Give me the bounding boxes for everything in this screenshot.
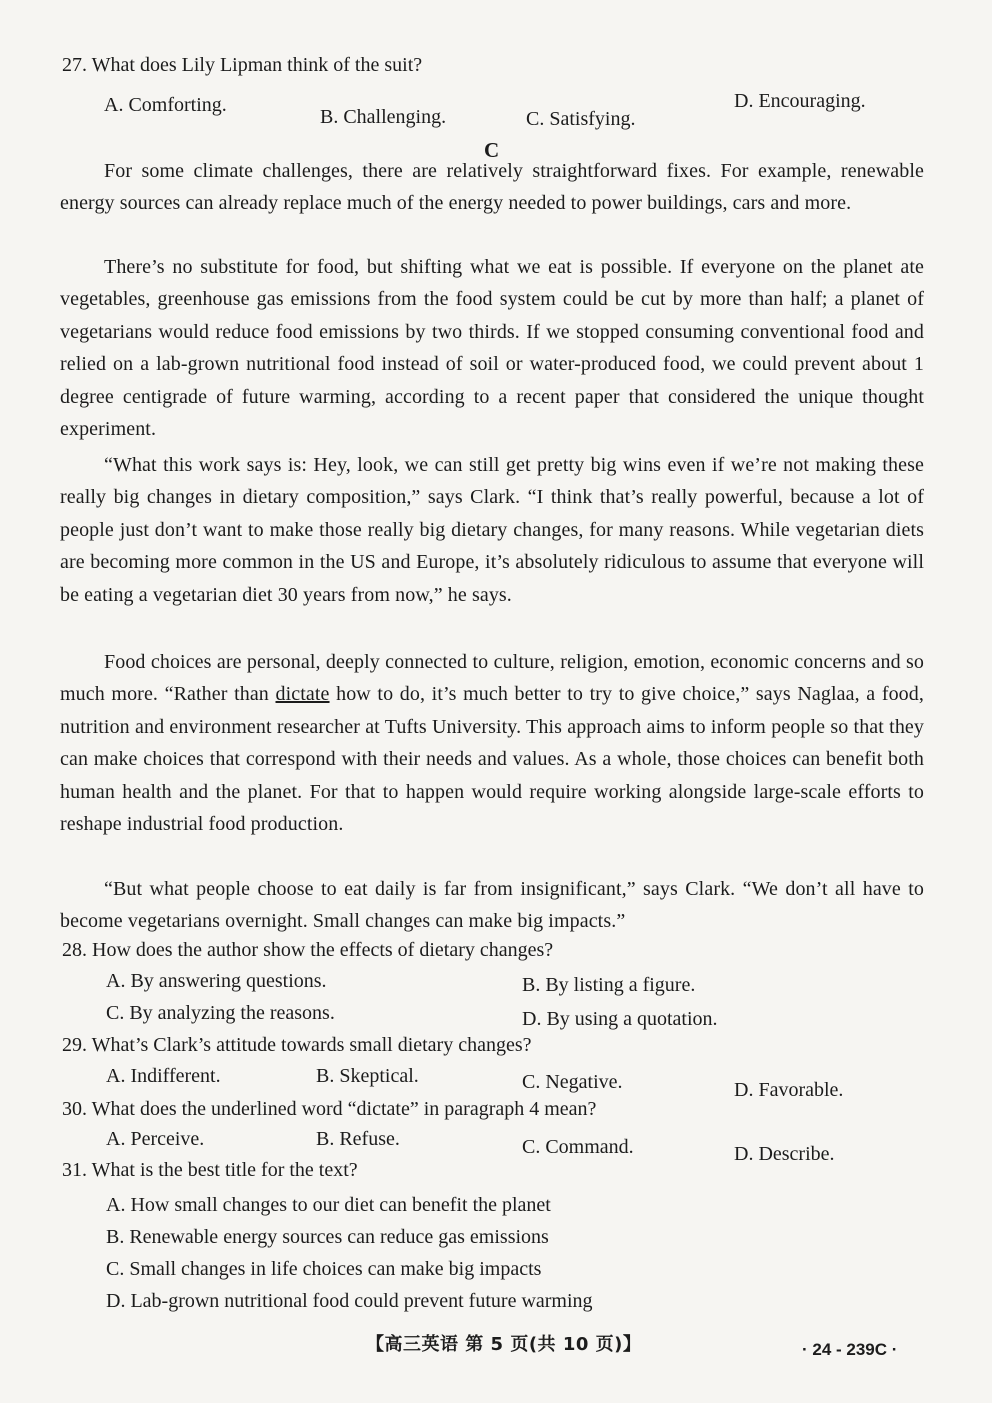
question-30-option-d: D. Describe.: [734, 1143, 835, 1165]
question-31-option-c: C. Small changes in life choices can make big impacts: [106, 1258, 542, 1280]
question-27-option-a: A. Comforting.: [104, 94, 227, 116]
question-30-stem: 30. What does the underlined word “dictate” in paragraph 4 mean?: [62, 1098, 597, 1120]
question-29-option-a: A. Indifferent.: [106, 1065, 221, 1087]
question-29-option-b: B. Skeptical.: [316, 1065, 419, 1087]
underlined-word-dictate: dictate: [275, 683, 330, 706]
passage-paragraph-1: For some climate challenges, there are relatively straightforward fixes. For example, renewable energy sources can already replace much of the energy needed to power buildings, cars and more.: [60, 160, 924, 215]
question-27-option-b: B. Challenging.: [320, 106, 447, 128]
passage-paragraph-2: There’s no substitute for food, but shifting what we eat is possible. If everyone on the planet ate vegetables, greenhouse gas emissions from the food system could be cut by more than half; a planet of vegetarians would reduce food emissions by two thirds. If we stopped consuming conventional food and relied on a lab-grown nutritional food instead of soil or water-produced food, we could prevent about 1 degree centigrade of future warming, according to a recent paper that considered the unique thought experiment.: [60, 256, 924, 441]
paragraph-4-text-start: Food choices are personal, deeply connected to culture, religion, emotion, economic concerns and so much more. “Rather than: [60, 651, 924, 706]
question-30-option-b: B. Refuse.: [316, 1128, 400, 1150]
passage-paragraph-4: [60, 646, 924, 840]
paper-code: · 24 - 239C ·: [802, 1340, 898, 1359]
question-31-option-a: A. How small changes to our diet can benefit the planet: [106, 1194, 551, 1216]
passage-paragraph-5: “But what people choose to eat daily is far from insignificant,” says Clark. “We don’t all have to become vegetarians overnight. Small changes can make big impacts.”: [60, 878, 924, 933]
question-28-option-c: C. By analyzing the reasons.: [106, 1002, 335, 1024]
question-28-option-b: B. By listing a figure.: [522, 974, 696, 996]
page-footer-label: 【高三英语 第 5 页(共 10 页)】: [366, 1334, 642, 1355]
question-31-option-d: D. Lab-grown nutritional food could prevent future warming: [106, 1290, 593, 1312]
question-31-stem: 31. What is the best title for the text?: [62, 1159, 358, 1181]
question-28-stem: 28. How does the author show the effects of dietary changes?: [62, 939, 554, 961]
question-28-option-d: D. By using a quotation.: [522, 1008, 718, 1030]
question-27-stem: 27. What does Lily Lipman think of the suit?: [62, 54, 423, 76]
question-29-option-c: C. Negative.: [522, 1071, 623, 1093]
passage-paragraph-3: “What this work says is: Hey, look, we can still get pretty big wins even if we’re not making these really big changes in dietary composition,” says Clark. “I think that’s really powerful, because a lot of people just don’t want to make those really big dietary changes, for many reasons. While vegetarian diets are becoming more common in the US and Europe, it’s absolutely ridiculous to assume that everyone will be eating a vegetarian diet 30 years from now,” he says.: [60, 454, 924, 606]
question-29-option-d: D. Favorable.: [734, 1079, 844, 1101]
question-27-option-c: C. Satisfying.: [526, 108, 636, 130]
question-30-option-c: C. Command.: [522, 1136, 634, 1158]
section-heading: C: [484, 138, 500, 162]
question-28-option-a: A. By answering questions.: [106, 970, 327, 992]
question-27-option-d: D. Encouraging.: [734, 90, 866, 112]
question-30-option-a: A. Perceive.: [106, 1128, 205, 1150]
question-31-option-b: B. Renewable energy sources can reduce gas emissions: [106, 1226, 549, 1248]
paragraph-4-text-end: how to do, it’s much better to try to give choice,” says Naglaa, a food, nutrition and environment researcher at Tufts University. This approach aims to inform people so that they can make choices that correspond with their needs and values. As a whole, those choices can benefit both human health and the planet. For that to happen would require working alongside large-scale efforts to reshape industrial food production.: [60, 683, 924, 836]
question-29-stem: 29. What’s Clark’s attitude towards small dietary changes?: [62, 1034, 532, 1056]
